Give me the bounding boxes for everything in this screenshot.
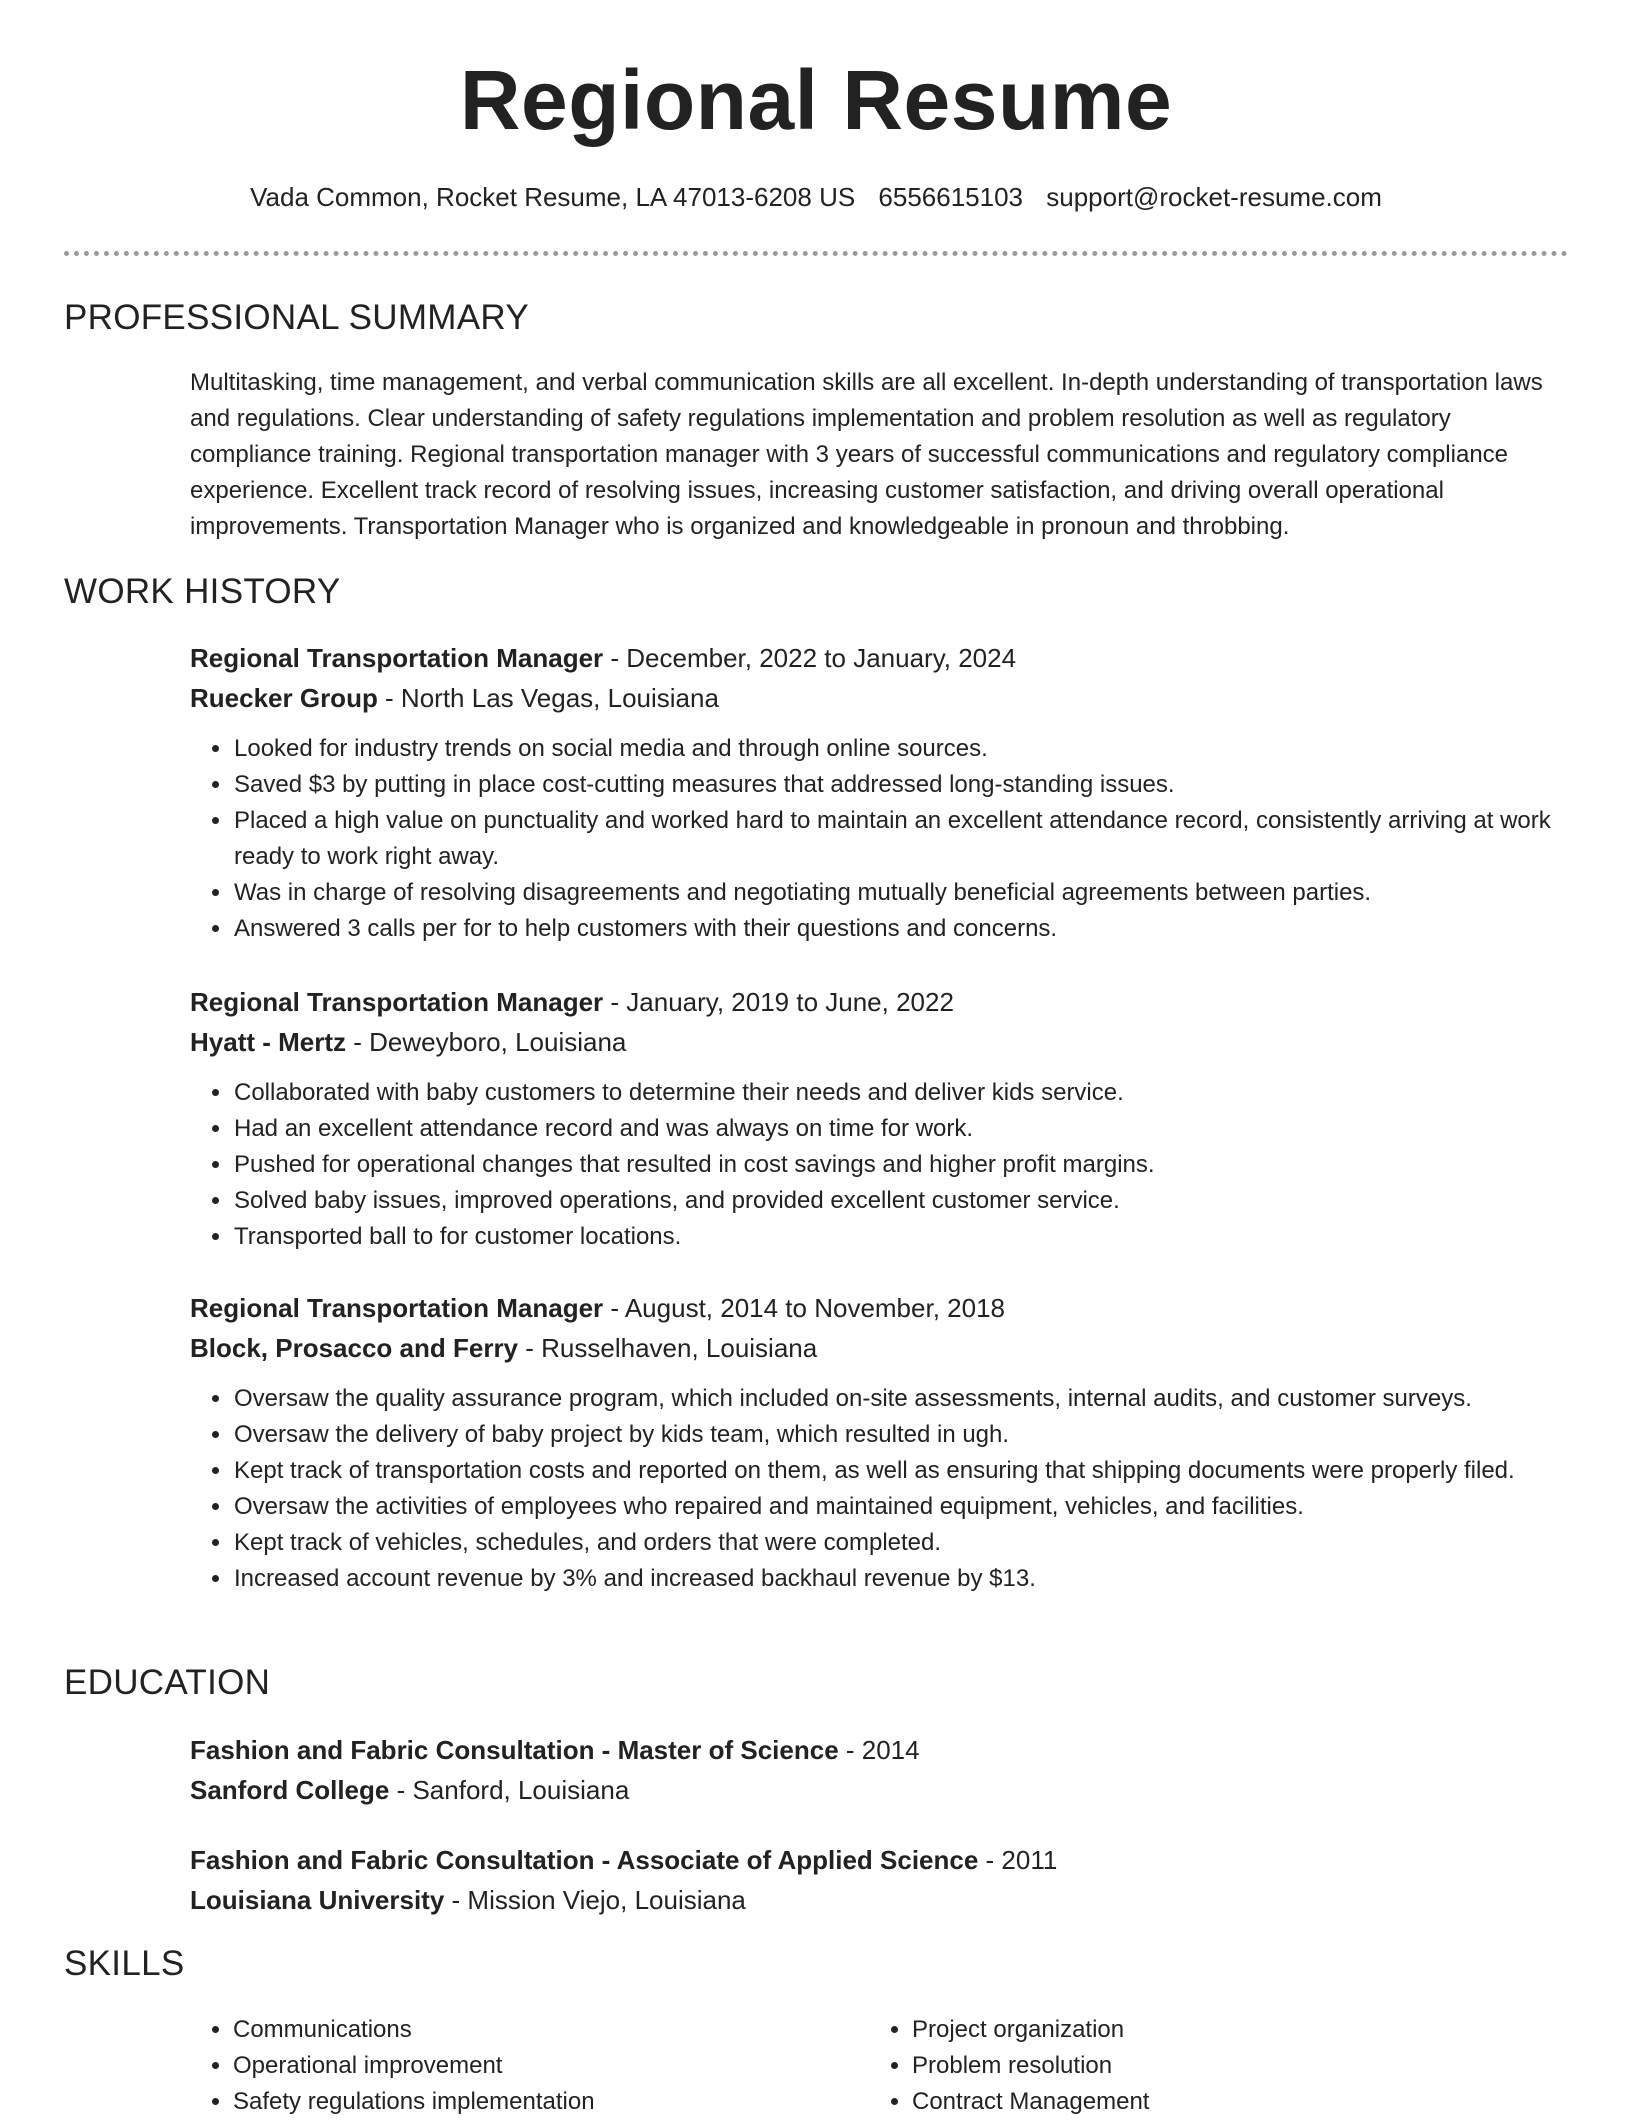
education-location: - Mission Viejo, Louisiana: [444, 1885, 746, 1915]
resume-title: Regional Resume: [459, 53, 1173, 147]
education-location: - Sanford, Louisiana: [389, 1775, 630, 1805]
education-degree: Fashion and Fabric Consultation - Associate of Applied Science: [190, 1845, 979, 1875]
list-item: • Placed a high value on punctuality and worked hard to maintain an excellent attendance record, consistently arriving at work ready to work right away.: [233, 803, 1570, 875]
job-title-line: [190, 982, 1570, 1022]
job-dates: - December, 2022 to January, 2024: [603, 643, 1017, 673]
contact-phone: 6556615103: [878, 182, 1024, 212]
skill-item: • Contract Management: [912, 2084, 1529, 2120]
list-item: • Collaborated with baby customers to determine their needs and deliver kids service.: [233, 1075, 1570, 1111]
job-bullets: [190, 1075, 1570, 1255]
header-divider: [64, 251, 1568, 256]
job-title: Regional Transportation Manager: [190, 1293, 604, 1323]
job-title-line: [190, 638, 1570, 678]
skills-column-right: [869, 2012, 1529, 2120]
skill-item: • Communications: [233, 2012, 850, 2048]
list-item: • Answered 3 calls per for to help customers with their questions and concerns.: [233, 911, 1570, 947]
contact-address: Vada Common, Rocket Resume, LA 47013-6208 US: [250, 182, 856, 212]
contact-line: [0, 182, 1632, 213]
list-item: • Pushed for operational changes that resulted in cost savings and higher profit margins.: [233, 1147, 1570, 1183]
job-dates: - January, 2019 to June, 2022: [603, 987, 954, 1017]
job-entry: [190, 1288, 1570, 1597]
list-item: • Was in charge of resolving disagreements and negotiating mutually beneficial agreements between parties.: [233, 875, 1570, 911]
list-item: • Oversaw the quality assurance program, which included on-site assessments, internal audits, and customer surveys.: [233, 1381, 1570, 1417]
job-entry: [190, 982, 1570, 1255]
job-company-line: [190, 1328, 1570, 1368]
list-item: • Saved $3 by putting in place cost-cutting measures that addressed long-standing issues.: [233, 767, 1570, 803]
job-title: Regional Transportation Manager: [190, 643, 604, 673]
section-title-work-history: WORK HISTORY: [64, 572, 341, 611]
skill-item: • Problem resolution: [912, 2048, 1529, 2084]
education-school: Sanford College: [190, 1775, 390, 1805]
section-title-summary: PROFESSIONAL SUMMARY: [64, 298, 529, 337]
education-year: - 2011: [978, 1845, 1058, 1875]
list-item: • Transported ball to for customer locations.: [233, 1219, 1570, 1255]
list-item: • Kept track of vehicles, schedules, and orders that were completed.: [233, 1525, 1570, 1561]
education-degree-line: [190, 1840, 1570, 1880]
skill-item: • Safety regulations implementation: [233, 2084, 850, 2120]
list-item: • Oversaw the activities of employees who repaired and maintained equipment, vehicles, and facilities.: [233, 1489, 1570, 1525]
job-location: - North Las Vegas, Louisiana: [377, 683, 719, 713]
list-item: • Kept track of transportation costs and reported on them, as well as ensuring that shipping documents were properly filed.: [233, 1453, 1570, 1489]
job-company-line: [190, 678, 1570, 718]
job-title: Regional Transportation Manager: [190, 987, 604, 1017]
education-degree-line: [190, 1730, 1570, 1770]
job-company-line: [190, 1022, 1570, 1062]
job-entry: [190, 638, 1570, 947]
skill-item: • Project organization: [912, 2012, 1529, 2048]
list-item: • Increased account revenue by 3% and increased backhaul revenue by $13.: [233, 1561, 1570, 1597]
education-year: - 2014: [838, 1735, 920, 1765]
skills-list-right: [869, 2012, 1529, 2120]
education-entry: [190, 1840, 1570, 1920]
job-title-line: [190, 1288, 1570, 1328]
job-location: - Russelhaven, Louisiana: [518, 1333, 818, 1363]
list-item: • Looked for industry trends on social media and through online sources.: [233, 731, 1570, 767]
summary-text: Multitasking, time management, and verbal communication skills are all excellent. In-depth understanding of transportation laws and regulations. Clear understanding of safety regulations implementation and problem resolution as well as regulatory compliance training. Regional transportation manager with 3 years of successful communications and regulatory compliance experience. Excellent track record of resolving issues, increasing customer satisfaction, and driving overall operational improvements. Transportation Manager who is organized and knowledgeable in pronoun and throbbing.: [190, 369, 1543, 540]
education-entry: [190, 1730, 1570, 1810]
job-bullets: [190, 1381, 1570, 1597]
education-degree: Fashion and Fabric Consultation - Master of Science: [190, 1735, 839, 1765]
section-title-skills: SKILLS: [64, 1944, 185, 1983]
list-item: • Had an excellent attendance record and was always on time for work.: [233, 1111, 1570, 1147]
list-item: • Oversaw the delivery of baby project by kids team, which resulted in ugh.: [233, 1417, 1570, 1453]
job-company: Block, Prosacco and Ferry: [190, 1333, 519, 1363]
education-school-line: [190, 1880, 1570, 1920]
list-item: • Solved baby issues, improved operations, and provided excellent customer service.: [233, 1183, 1570, 1219]
job-company: Ruecker Group: [190, 683, 378, 713]
job-dates: - August, 2014 to November, 2018: [603, 1293, 1005, 1323]
contact-email: support@rocket-resume.com: [1046, 182, 1382, 212]
skills-list-left: [190, 2012, 850, 2120]
skills-column-left: [190, 2012, 850, 2120]
section-title-education: EDUCATION: [64, 1663, 271, 1702]
skill-item: • Operational improvement: [233, 2048, 850, 2084]
education-school: Louisiana University: [190, 1885, 445, 1915]
job-company: Hyatt - Mertz: [190, 1027, 347, 1057]
job-bullets: [190, 731, 1570, 947]
job-location: - Deweyboro, Louisiana: [346, 1027, 627, 1057]
education-school-line: [190, 1770, 1570, 1810]
